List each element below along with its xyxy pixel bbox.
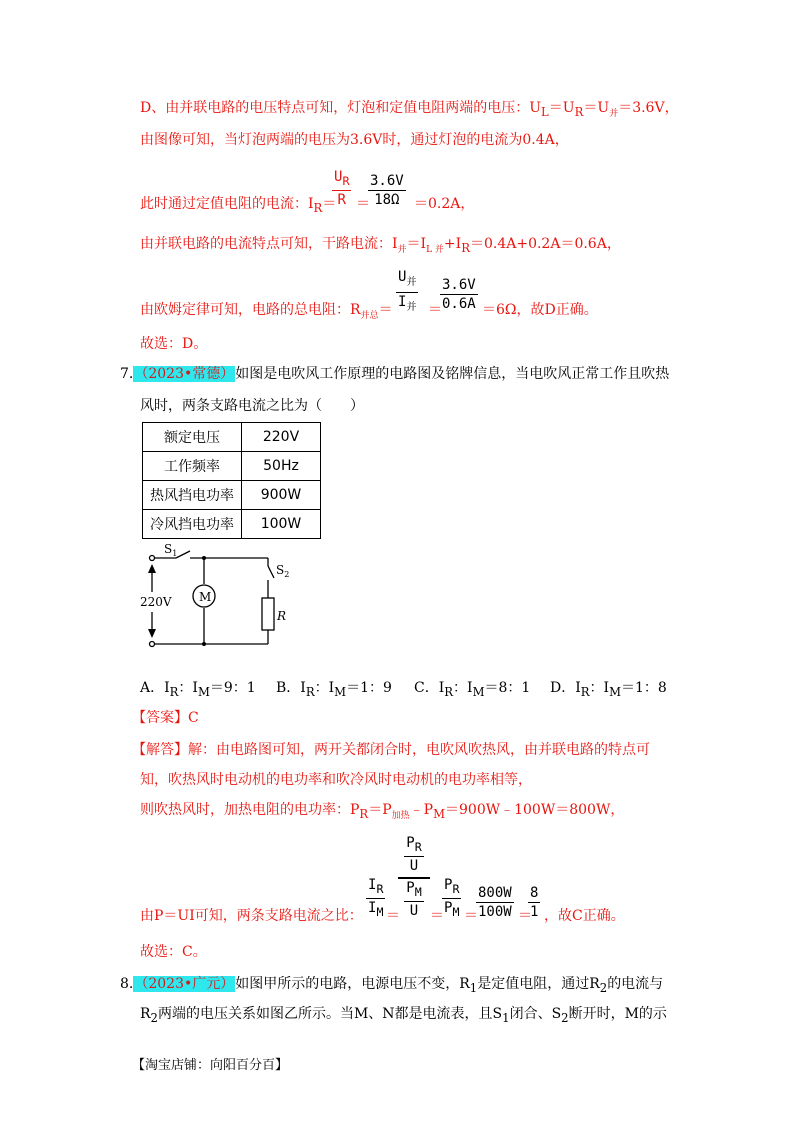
table-row: 热风挡电功率 900W: [143, 481, 321, 510]
solution-line-total-resistance: 由欧姆定律可知，电路的总电阻：$R_{并总}=$: [140, 302, 393, 321]
question-8-stem-cont: $R_2$两端的电压关系如图乙所示。当M、N都是电流表，且$S_1$闭合、$S_2$断开时，M的示: [140, 1006, 667, 1025]
svg-text:S1: $S_1$: [164, 542, 178, 558]
explanation-line-3: 则吹热风时，加热电阻的电功率：$P_R=P_{加热}﹣P_M=900W﹣100W=800W$，: [140, 802, 625, 821]
fraction-ir-over-im: $\frac{I_R}{I_M}$: [368, 877, 384, 919]
option-a[interactable]: A．$I_R$：$I_M=9$：1: [140, 680, 256, 699]
solution-line-graph: 由图像可知，当灯泡两端的电压为3.6V时，通过灯泡的电流为0.4A，: [140, 132, 569, 148]
solution-line-voltage: D、由并联电路的电压特点可知，灯泡和定值电阻两端的电压：$U_L=U_R=U_并=3.6V$，: [140, 100, 679, 119]
option-b[interactable]: B．$I_R$：$I_M=1$：9: [276, 680, 392, 699]
choice-d: 故选：D。: [140, 336, 208, 352]
result-6ohm: ＝6Ω，故D正确。: [482, 302, 598, 318]
fraction-u-over-i-parallel: $U_并$ $I_并$: [398, 269, 417, 313]
result-0-2a: ＝0.2A，: [414, 196, 475, 212]
source-tag: （2023•广元）: [134, 976, 235, 992]
explanation-line-4: 由P＝UI可知，两条支路电流之比：: [140, 908, 363, 924]
table-row: 冷风挡电功率 100W: [143, 510, 321, 539]
option-c[interactable]: C．$I_R$：$I_M=8$：1: [414, 680, 531, 699]
choice-c: 故选：C。: [140, 944, 207, 960]
explanation-line-1: 【解答】解：由电路图可知，两开关都闭合时，电吹风吹热风，由并联电路的特点可: [132, 742, 650, 758]
fraction-ur-over-r: $\frac{U_R}{R}$: [334, 169, 350, 208]
option-d[interactable]: D．$I_R$：$I_M=1$：8: [550, 680, 667, 699]
fraction-8-over-1: $\frac{8}{1}$: [530, 885, 539, 920]
question-7-stem-cont: 风时，两条支路电流之比为（ ）: [140, 398, 364, 414]
table-row: 额定电压 220V: [143, 423, 321, 452]
explanation-line-2: 知，吹热风时电动机的电功率和吹冷风时电动机的电功率相等，: [140, 772, 532, 788]
footer-shop: 【淘宝店铺：向阳百分百】: [132, 1058, 289, 1073]
solution-line-resistor-current: 此时通过定值电阻的电流：$I_R=$: [140, 196, 337, 215]
svg-text:M: M: [199, 590, 212, 604]
table-row: 工作频率 50Hz: [143, 452, 321, 481]
source-tag: （2023•常德）: [134, 366, 235, 382]
solution-line-current: 由并联电路的电流特点可知，干路电流：$I_并=I_{L 并}+I_R=0.4A+0.2A=0.6A$，: [140, 236, 621, 255]
conclusion-c-correct: ，故C正确。: [544, 908, 625, 924]
fraction-nested-power-over-voltage: $P_R$ U $P_M$ U: [398, 834, 430, 920]
answer-line: 【答案】C: [132, 710, 199, 726]
question-8-stem: 8.（2023•广元）如图甲所示的电路，电源电压不变，$R_1$是定值电阻，通过$R_2$的电流与: [120, 976, 664, 995]
svg-text:S2: $S_2$: [276, 563, 290, 579]
svg-text:220V: 220V: [140, 595, 172, 609]
circuit-diagram: [140, 540, 300, 650]
svg-text:R: R: [277, 609, 287, 623]
nameplate-table: [142, 422, 321, 539]
fraction-3-6v-over-18ohm: $\frac{3.6V}{18\Omega}$: [370, 173, 404, 208]
fraction-pr-over-pm: $\frac{P_R}{P_M}$: [444, 877, 460, 919]
fraction-800w-over-100w: $\frac{800W}{100W}$: [478, 885, 512, 920]
fraction-3-6v-over-0-6a: $\frac{3.6V}{0.6A}$: [442, 277, 476, 312]
question-7-stem: 7.（2023•常德）如图是电吹风工作原理的电路图及铭牌信息，当电吹风正常工作且吹热: [120, 366, 670, 382]
